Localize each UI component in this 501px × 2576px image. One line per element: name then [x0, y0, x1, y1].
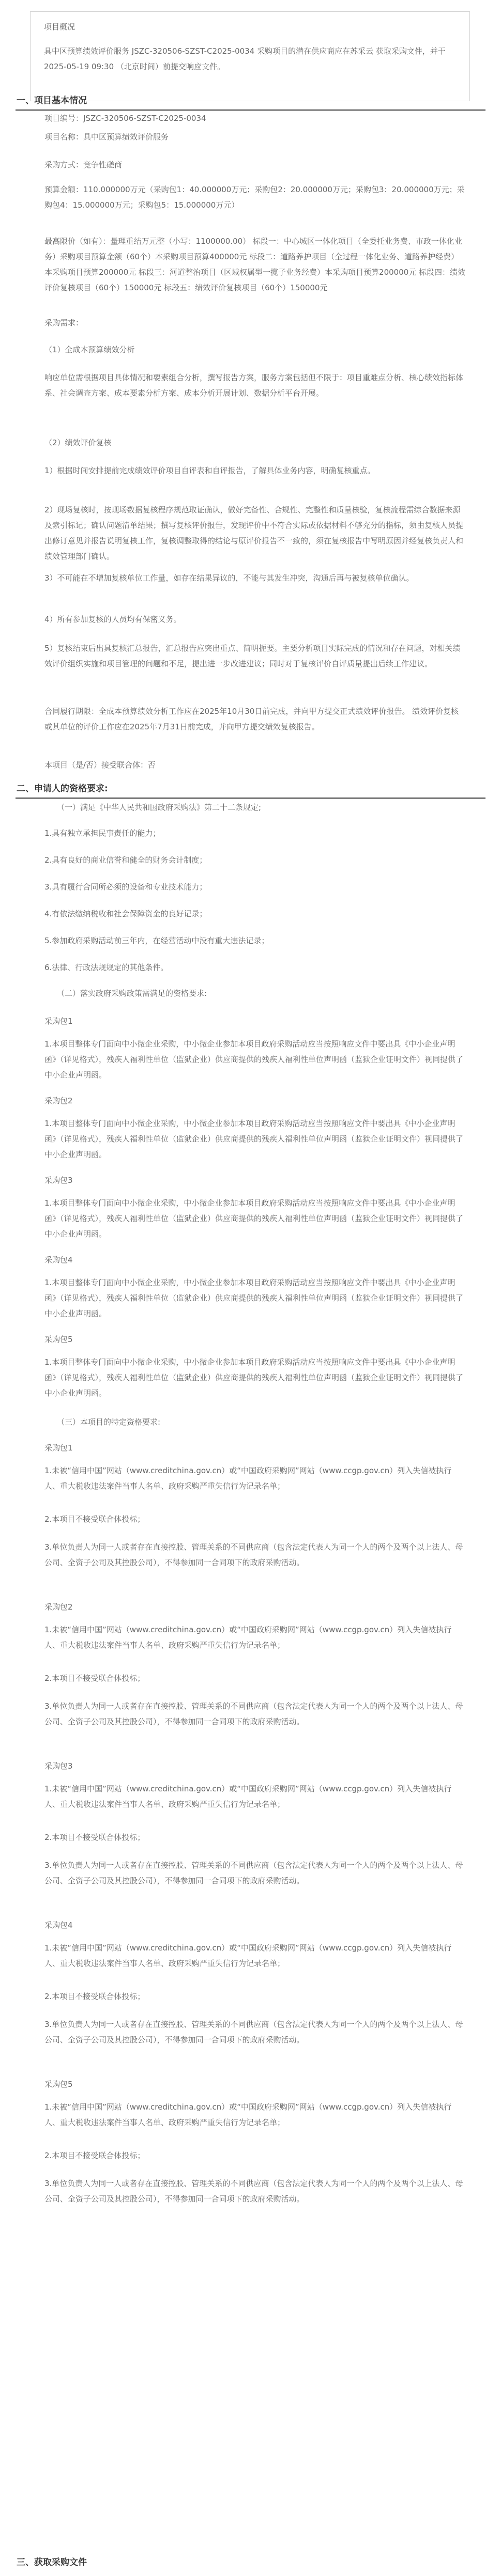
para-related-parties: 3.单位负责人为同一人或者存在直接控股、管理关系的不同供应商（包含法定代表人为同一个人的两个及两个以上法人、母公司、全资子公司及其控股公司），不得参加同一合同项下的政府采购活动。 — [44, 1861, 463, 1885]
para-procurement-method: 采购方式：竞争性磋商 — [44, 160, 123, 169]
section-divider — [16, 798, 485, 799]
section-title: 三、获取采购文件 — [17, 2557, 87, 2568]
section-1-heading — [16, 93, 485, 111]
para-subtitle-1: （一）满足《中华人民共和国政府采购法》第二十二条规定; — [57, 803, 262, 812]
para-credit-req: 1.未被“信用中国”网站（www.creditchina.gov.cn）或“中国政府采购网”网站（www.ccgp.gov.cn）列入失信被执行人、重大税收违法案件当事人名单、政府采购严重失信行为记录名单； — [44, 1625, 452, 1650]
package-label: 采购包3 — [44, 1176, 73, 1185]
para-credit-req: 1.未被“信用中国”网站（www.creditchina.gov.cn）或“中国政府采购网”网站（www.ccgp.gov.cn）列入失信被执行人、重大税收违法案件当事人名单、政府采购严重失信行为记录名单； — [44, 1943, 452, 1968]
package-label: 采购包2 — [44, 1096, 73, 1105]
package-label: 采购包1 — [44, 1017, 73, 1026]
para-project-name: 项目名称：具中区预算绩效评价服务 — [44, 132, 169, 142]
para-no-consortium: 2.本项目不接受联合体投标； — [44, 1674, 145, 1683]
para-step-2: 2）现场复核时，按现场数据复核程序规范取证确认，做好完备性、合规性、完整性和质量核验，复核流程需综合数据来源及索引标记；确认问题清单结果；撰写复核评价报告，发现评价中不符合实际或依据材料不够充分的指标，须由复核人员提出修订意见并报告说明复核工作，复核调整取得的结论与原评价报告不一致的，须在复核报告中写明原因并经复核负责人和绩效管理部门确认。 — [44, 505, 464, 561]
para-related-parties: 3.单位负责人为同一人或者存在直接控股、管理关系的不同供应商（包含法定代表人为同一个人的两个及两个以上法人、母公司、全资子公司及其控股公司），不得参加同一合同项下的政府采购活动。 — [44, 1701, 463, 1726]
para-credit-req: 1.未被“信用中国”网站（www.creditchina.gov.cn）或“中国政府采购网”网站（www.ccgp.gov.cn）列入失信被执行人、重大税收违法案件当事人名单、政府采购严重失信行为记录名单； — [44, 2102, 452, 2127]
para-no-consortium: 2.本项目不接受联合体投标； — [44, 1833, 145, 1842]
summary-body: 具中区预算绩效评价服务 JSZC-320506-SZST-C2025-0034 采购项目的潜在供应商应在苏采云 获取采购文件，并于2025-05-19 09:30 （北京时间）前提交响应文件。 — [44, 46, 446, 71]
section-2-heading — [16, 781, 485, 799]
para-qual-5: 5.参加政府采购活动前三年内，在经营活动中没有重大违法记录； — [44, 936, 269, 945]
para-sme-policy: 1.本项目整体专门面向中小微企业采购，中小微企业参加本项目政府采购活动应当按照响应文件中要出具《中小企业声明函》（详见格式），残疾人福利性单位（监狱企业）供应商提供的残疾人福利性单位声明函（监狱企业证明文件）视同提供了中小企业声明函。 — [44, 1357, 464, 1398]
section-title: 二、申请人的资格要求: — [17, 784, 108, 794]
para-no-consortium: 2.本项目不接受联合体投标； — [44, 2151, 145, 2160]
para-qual-3: 3.具有履行合同所必须的设备和专业技术能力； — [44, 882, 207, 892]
package-label: 采购包3 — [44, 1761, 73, 1771]
summary-label: 项目概况 — [44, 22, 75, 32]
package-label: 采购包1 — [44, 1443, 73, 1453]
para-qual-1: 1.具有独立承担民事责任的能力； — [44, 829, 161, 838]
para-step-4: 4）所有参加复核的人员均有保密义务。 — [44, 615, 181, 624]
para-project-number: 项目编号：JSZC-320506-SZST-C2025-0034 — [44, 114, 206, 123]
para-item-1-detail: 响应单位需根据项目具体情况和要素组合分析，撰写报告方案，服务方案包括但不限于：项目重难点分析、核心绩效指标体系、社会调查方案、成本要素分析方案、成本分析开展计划、数据分析平台开展。 — [44, 373, 464, 398]
para-no-consortium: 2.本项目不接受联合体投标； — [44, 1515, 145, 1524]
para-sme-policy: 1.本项目整体专门面向中小微企业采购，中小微企业参加本项目政府采购活动应当按照响应文件中要出具《中小企业声明函》（详见格式），残疾人福利性单位（监狱企业）供应商提供的残疾人福利性单位声明函（监狱企业证明文件）视同提供了中小企业声明函。 — [44, 1278, 464, 1318]
para-qual-2: 2.具有良好的商业信誉和健全的财务会计制度； — [44, 855, 207, 865]
para-no-consortium: 2.本项目不接受联合体投标； — [44, 1992, 145, 2001]
para-step-1: 1）根据时间安排提前完成绩效评价项目自评表和自评报告，了解具体业务内容，明确复核重点。 — [44, 466, 375, 475]
para-subtitle-2: （二）落实政府采购政策需满足的资格要求: — [57, 989, 207, 998]
package-label: 采购包4 — [44, 1921, 73, 1930]
package-label: 采购包4 — [44, 1255, 73, 1264]
para-item-2: （2）绩效评价复核 — [44, 438, 112, 447]
section-3-heading — [16, 2555, 485, 2568]
section-title: 一、项目基本情况 — [17, 96, 87, 106]
para-sme-policy: 1.本项目整体专门面向中小微企业采购，中小微企业参加本项目政府采购活动应当按照响应文件中要出具《中小企业声明函》（详见格式），残疾人福利性单位（监狱企业）供应商提供的残疾人福利性单位声明函（监狱企业证明文件）视同提供了中小企业声明函。 — [44, 1198, 464, 1239]
para-contract-period: 合同履行期限：全成本预算绩效分析工作应在2025年10月30日前完成，并向甲方提交正式绩效评价报告。 绩效评价复核或其单位的评价工作应在2025年7月31日前完成，并向甲方提交绩效复核报告。 — [44, 707, 459, 731]
para-sme-policy: 1.本项目整体专门面向中小微企业采购，中小微企业参加本项目政府采购活动应当按照响应文件中要出具《中小企业声明函》（详见格式），残疾人福利性单位（监狱企业）供应商提供的残疾人福利性单位声明函（监狱企业证明文件）视同提供了中小企业声明函。 — [44, 1119, 464, 1159]
para-consortium: 本项目（是/否）接受联合体：否 — [44, 760, 156, 770]
para-step-3: 3）不可能在不增加复核单位工作量，如存在结果异议的，不能与其发生冲突，沟通后再与被复核单位确认。 — [44, 573, 414, 583]
para-sme-policy: 1.本项目整体专门面向中小微企业采购，中小微企业参加本项目政府采购活动应当按照响应文件中要出具《中小企业声明函》（详见格式），残疾人福利性单位（监狱企业）供应商提供的残疾人福利性单位声明函（监狱企业证明文件）视同提供了中小企业声明函。 — [44, 1039, 464, 1080]
para-budget: 预算金额：110.000000万元（采购包1：40.000000万元；采购包2：20.000000万元；采购包3：20.000000万元；采购包4：15.000000万元；采购包5：15.000000万元） — [44, 185, 465, 210]
para-credit-req: 1.未被“信用中国”网站（www.creditchina.gov.cn）或“中国政府采购网”网站（www.ccgp.gov.cn）列入失信被执行人、重大税收违法案件当事人名单、政府采购严重失信行为记录名单； — [44, 1466, 452, 1491]
para-max-price: 最高限价（如有）：量理重结万元整（小写：1100000.00） 标段一：中心城区一体化项目（全委托业务费、市政一体化业务）采购项目预算金额（60个）本采购项目预算400000元 标段二：道路养护项目（全过程一体化业务、道路养护经费）本采购项目预算200000元 标段三：河道整治项目（区域权属型一揽子业务经费）本采购项目预算200000元 标段四：绩效评价复核项目（60个）150000元 标段五：绩效评价复核项目（60个）150000元 — [44, 237, 466, 292]
para-item-1: （1）全成本预算绩效分析 — [44, 345, 135, 354]
para-subtitle-3: （三）本项目的特定资格要求: — [57, 1417, 161, 1427]
para-qual-4: 4.有依法缴纳税收和社会保障资金的良好记录； — [44, 909, 207, 918]
project-summary-box — [30, 11, 470, 101]
package-label: 采购包5 — [44, 1335, 73, 1344]
para-related-parties: 3.单位负责人为同一人或者存在直接控股、管理关系的不同供应商（包含法定代表人为同一个人的两个及两个以上法人、母公司、全资子公司及其控股公司），不得参加同一合同项下的政府采购活动。 — [44, 2020, 463, 2044]
para-related-parties: 3.单位负责人为同一人或者存在直接控股、管理关系的不同供应商（包含法定代表人为同一个人的两个及两个以上法人、母公司、全资子公司及其控股公司），不得参加同一合同项下的政府采购活动。 — [44, 2179, 463, 2204]
para-step-5: 5）复核结束后出具复核汇总报告，汇总报告应突出重点、简明扼要。主要分析项目实际完成的情况和存在问题，对相关绩效评价组织实施和项目管理的问题和不足，提出进一步改进建议；同时对于复核评价自评质量提出后续工作建议。 — [44, 644, 461, 668]
para-credit-req: 1.未被“信用中国”网站（www.creditchina.gov.cn）或“中国政府采购网”网站（www.ccgp.gov.cn）列入失信被执行人、重大税收违法案件当事人名单、政府采购严重失信行为记录名单； — [44, 1784, 452, 1809]
para-related-parties: 3.单位负责人为同一人或者存在直接控股、管理关系的不同供应商（包含法定代表人为同一个人的两个及两个以上法人、母公司、全资子公司及其控股公司），不得参加同一合同项下的政府采购活动。 — [44, 1542, 463, 1567]
package-label: 采购包2 — [44, 1602, 73, 1612]
para-requirements-label: 采购需求： — [44, 318, 84, 327]
package-label: 采购包5 — [44, 2080, 73, 2089]
para-qual-6: 6.法律、行政法规规定的其他条件。 — [44, 963, 169, 972]
